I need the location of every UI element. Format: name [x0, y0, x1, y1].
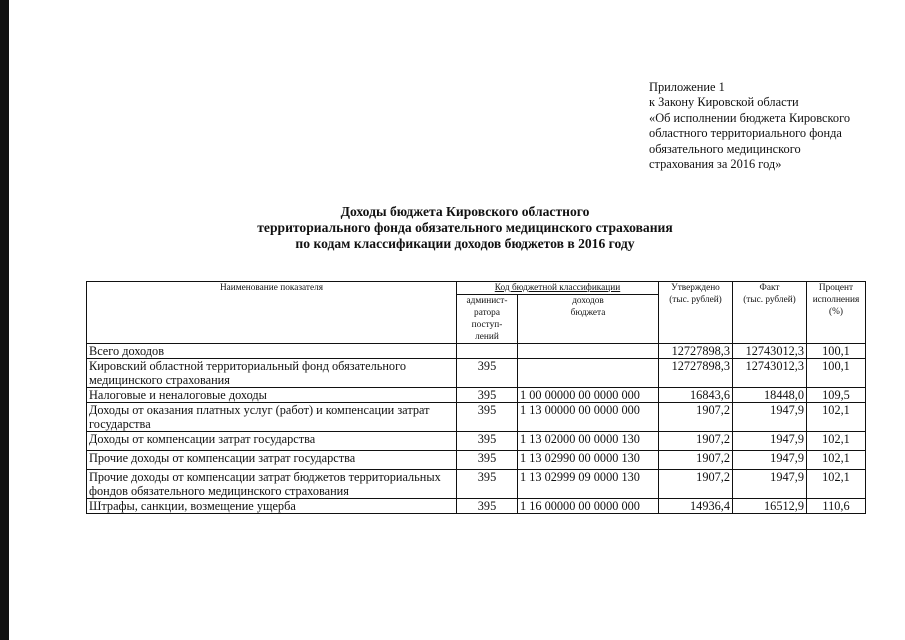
row-fact: 12743012,3 — [733, 344, 807, 359]
header-percent-line: исполнения — [812, 295, 860, 306]
row-admin: 395 — [457, 403, 518, 432]
appendix-line: Приложение 1 — [649, 80, 725, 94]
appendix-line: областного территориального фонда — [649, 126, 842, 141]
row-code: 1 13 00000 00 0000 000 — [518, 403, 659, 432]
table-row — [87, 359, 866, 388]
row-admin: 395 — [457, 470, 518, 499]
header-admin-line: лений — [475, 332, 499, 343]
appendix-note — [649, 80, 899, 172]
row-admin: 395 — [457, 388, 518, 403]
header-approved-line: Утверждено — [671, 283, 720, 293]
header-admin-line: админист- — [466, 296, 508, 307]
row-code: 1 13 02000 00 0000 130 — [518, 432, 659, 451]
row-name: Доходы от оказания платных услуг (работ) и компенсации затрат государства — [87, 403, 457, 432]
row-code: 1 13 02990 00 0000 130 — [518, 451, 659, 470]
row-approved: 1907,2 — [659, 432, 733, 451]
row-fact: 1947,9 — [733, 403, 807, 432]
row-approved: 12727898,3 — [659, 344, 733, 359]
header-percent-line: (%) — [829, 307, 843, 318]
title-line: территориального фонда обязательного медицинского страхования — [257, 220, 673, 236]
header-percent — [807, 282, 866, 344]
header-approved-line: (тыс. рублей) — [669, 295, 722, 306]
header-fact-line: (тыс. рублей) — [743, 295, 796, 306]
row-code — [518, 344, 659, 359]
row-percent: 100,1 — [807, 344, 866, 359]
appendix-line: страхования за 2016 год» — [649, 157, 782, 172]
header-name: Наименование показателя — [87, 282, 457, 344]
header-approved — [659, 282, 733, 344]
row-approved: 1907,2 — [659, 403, 733, 432]
income-table — [86, 281, 866, 514]
row-fact: 18448,0 — [733, 388, 807, 403]
table-row — [87, 403, 866, 432]
table-row — [87, 470, 866, 499]
table-row — [87, 344, 866, 359]
row-name: Штрафы, санкции, возмещение ущерба — [87, 499, 457, 514]
row-fact: 1947,9 — [733, 432, 807, 451]
header-income-line: доходов — [572, 296, 604, 307]
row-admin: 395 — [457, 499, 518, 514]
row-name: Доходы от компенсации затрат государства — [87, 432, 457, 451]
row-percent: 109,5 — [807, 388, 866, 403]
row-code: 1 13 02999 09 0000 130 — [518, 470, 659, 499]
document-title — [170, 204, 760, 253]
title-line: по кодам классификации доходов бюджетов в 2016 году — [295, 236, 635, 252]
row-admin: 395 — [457, 432, 518, 451]
row-approved: 14936,4 — [659, 499, 733, 514]
header-fact — [733, 282, 807, 344]
row-name: Прочие доходы от компенсации затрат бюджетов территориальных фондов обязательного медицинского страхования — [87, 470, 457, 499]
row-percent: 102,1 — [807, 432, 866, 451]
header-income-line: бюджета — [570, 308, 606, 319]
header-admin-line: ратора — [474, 308, 500, 319]
row-percent: 102,1 — [807, 470, 866, 499]
row-percent: 102,1 — [807, 403, 866, 432]
header-code-group-label: Код бюджетной классификации — [494, 283, 621, 293]
row-percent: 110,6 — [807, 499, 866, 514]
scan-edge — [0, 0, 9, 640]
appendix-line: к Закону Кировской области — [649, 95, 799, 110]
row-approved: 12727898,3 — [659, 359, 733, 388]
table-row — [87, 432, 866, 451]
row-approved: 1907,2 — [659, 470, 733, 499]
appendix-line: «Об исполнении бюджета Кировского — [649, 110, 851, 125]
row-admin: 395 — [457, 451, 518, 470]
table-row — [87, 451, 866, 470]
row-approved: 16843,6 — [659, 388, 733, 403]
row-fact: 1947,9 — [733, 451, 807, 470]
row-percent: 102,1 — [807, 451, 866, 470]
table-row — [87, 388, 866, 403]
row-fact: 1947,9 — [733, 470, 807, 499]
appendix-line: обязательного медицинского — [649, 141, 801, 156]
header-admin — [457, 295, 518, 344]
header-admin-line: поступ- — [471, 320, 503, 331]
header-code-group — [457, 282, 659, 295]
row-fact: 12743012,3 — [733, 359, 807, 388]
row-code: 1 00 00000 00 0000 000 — [518, 388, 659, 403]
row-name: Всего доходов — [87, 344, 457, 359]
row-name: Прочие доходы от компенсации затрат государства — [87, 451, 457, 470]
title-line: Доходы бюджета Кировского областного — [340, 204, 590, 219]
row-admin — [457, 344, 518, 359]
row-fact: 16512,9 — [733, 499, 807, 514]
row-code: 1 16 00000 00 0000 000 — [518, 499, 659, 514]
header-percent-line: Процент — [818, 283, 854, 293]
header-fact-line: Факт — [759, 283, 780, 293]
row-percent: 100,1 — [807, 359, 866, 388]
row-admin: 395 — [457, 359, 518, 388]
row-code — [518, 359, 659, 388]
row-approved: 1907,2 — [659, 451, 733, 470]
table-row — [87, 499, 866, 514]
row-name: Налоговые и неналоговые доходы — [87, 388, 457, 403]
row-name: Кировский областной территориальный фонд обязательного медицинского страхования — [87, 359, 457, 388]
header-income-code — [518, 295, 659, 344]
